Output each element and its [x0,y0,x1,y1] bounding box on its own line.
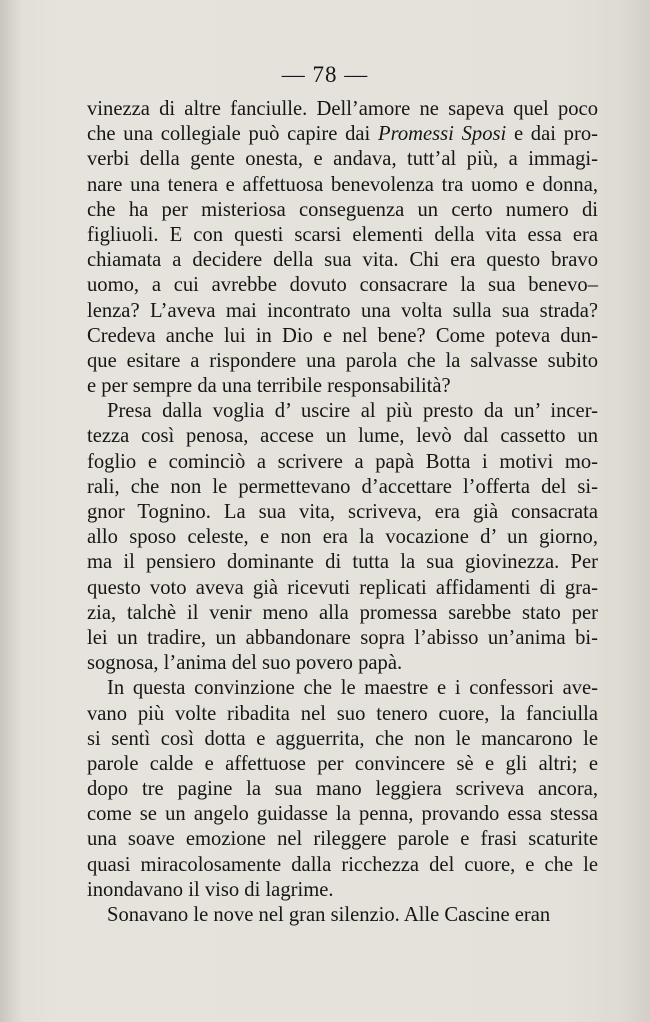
text-line: Presa dalla voglia d’ uscire al più presto da un’ incer- [107,400,598,423]
page-body-text [87,97,598,928]
page-number: — 78 — [281,62,369,87]
text-line: e per sempre da una terribile responsabilità? [87,375,451,398]
paragraph [87,676,598,903]
text-line: In questa convinzione che le maestre e i confessori ave- [107,677,598,700]
italic-title: Promessi Sposi [378,123,507,146]
text-line: inondavano il viso di lagrime. [87,878,334,901]
text-line: foglio e cominciò a scrivere a papà Botta i motivi mo- [87,450,598,473]
text-line: ma il pensiero dominante di tutta la sua giovinezza. Per [87,551,598,574]
text-line: lenza? L’aveva mai incontrato una volta sulla sua strada? [87,299,598,322]
text-line: verbi della gente onesta, e andava, tutt’al più, a immagi- [87,148,598,171]
text-line: che una collegiale può capire dai Promessi Sposi e dai pro- [87,123,598,146]
text-line: que esitare a rispondere una parola che la salvasse subito [87,349,598,372]
text-line: parole calde e affettuose per convincere sè e gli altri; e [87,752,598,775]
text-line: Credeva anche lui in Dio e nel bene? Come poteva dun- [87,324,598,347]
text-line: tezza così penosa, accese un lume, levò dal cassetto un [87,425,598,448]
text-line: uomo, a cui avrebbe dovuto consacrare la sua benevo– [87,274,598,297]
text-line: lei un tradire, un abbandonare sopra l’abisso un’anima bi- [87,626,598,649]
paragraph [87,399,598,676]
text-line: gnor Tognino. La sua vita, scriveva, era già consacrata [87,501,598,523]
paragraph [87,97,598,399]
text-line: allo sposo celeste, e non era la vocazione d’ un giorno, [87,526,598,549]
text-line: zia, talchè il venir meno alla promessa sarebbe stato per [87,601,598,624]
text-line: chiamata a decidere della sua vita. Chi era questo bravo [87,249,598,272]
text-line: Sonavano le nove nel gran silenzio. Alle Cascine eran [107,904,551,926]
text-line: rali, che non le permettevano d’accettare l’offerta del si- [87,475,598,498]
text-line: una soave emozione nel rileggere parole e frasi scaturite [87,828,598,851]
text-line: come se un angelo guidasse la penna, provando essa stessa [87,803,598,826]
text-line: sognosa, l’anima del suo povero papà. [87,652,403,675]
text-line: quasi miracolosamente dalla ricchezza del cuore, e che le [87,853,598,876]
text-line: vano più volte ribadita nel suo tenero cuore, la fanciulla [87,702,598,725]
text-line: si sentì così dotta e agguerrita, che non le mancarono le [87,727,598,750]
text-line: dopo tre pagine la sua mano leggiera scriveva ancora, [87,778,598,801]
text-line: figliuoli. E con questi scarsi elementi della vita essa era [87,223,598,246]
text-line: che ha per misteriosa conseguenza un certo numero di [87,198,598,221]
text-line: questo voto aveva già ricevuti replicati affidamenti di gra- [87,576,598,599]
text-line: vinezza di altre fanciulle. Dell’amore ne sapeva quel poco [87,98,598,120]
text-line: nare una tenera e affettuosa benevolenza tra uomo e donna, [87,173,598,196]
paragraph [87,903,598,928]
